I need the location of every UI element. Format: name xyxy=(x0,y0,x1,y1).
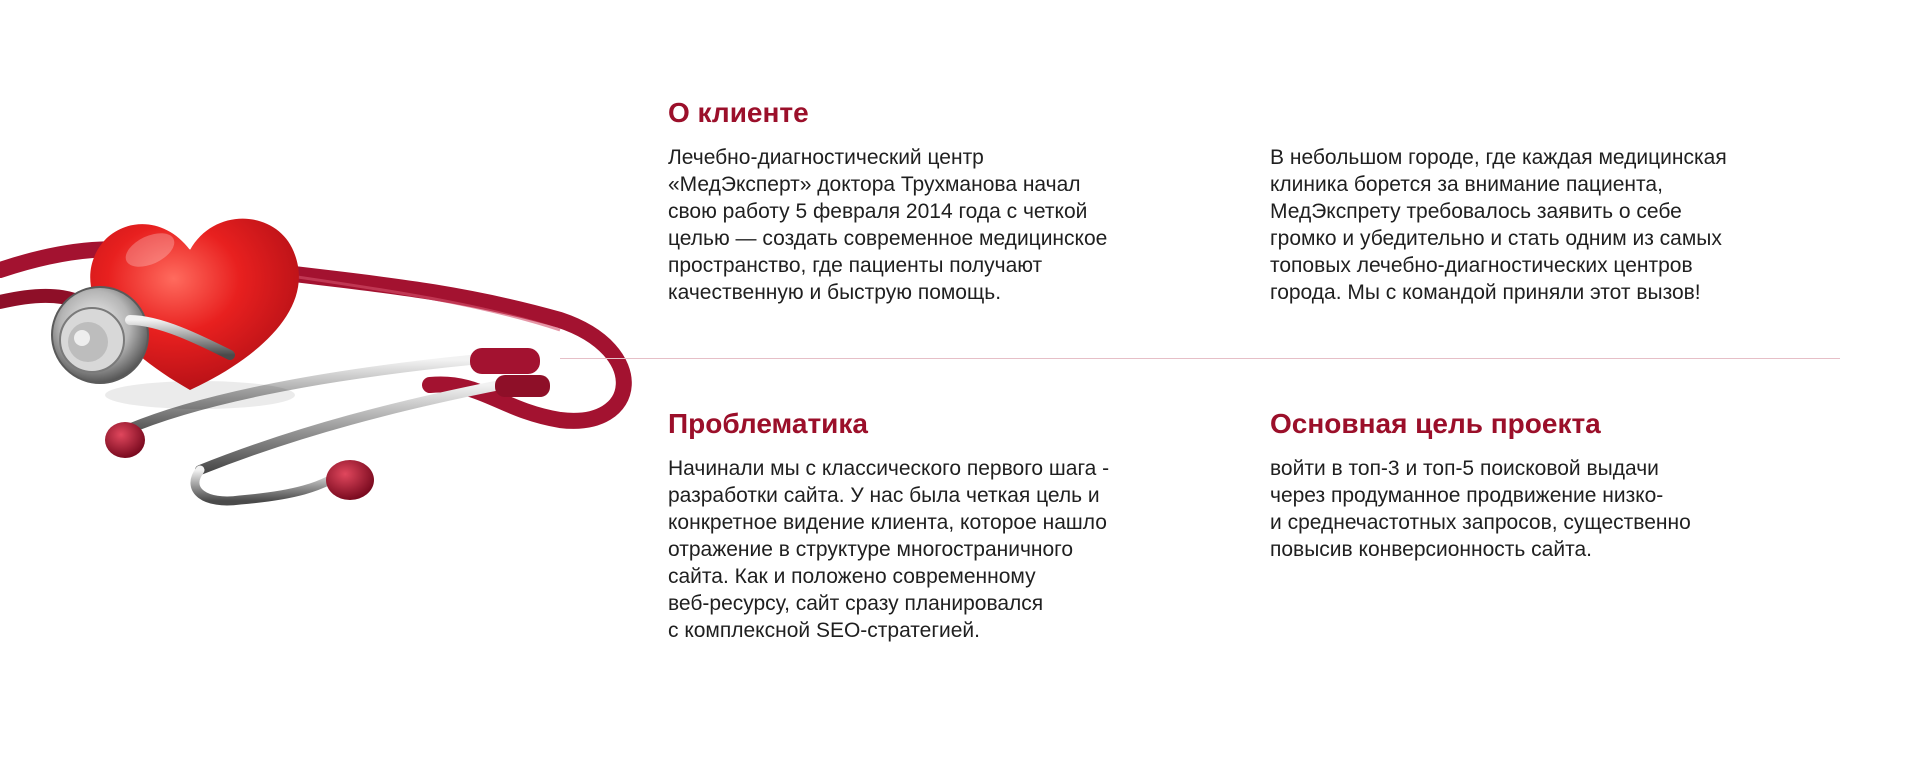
project-goal-section xyxy=(1270,407,1790,563)
about-client-section-continued xyxy=(1270,144,1790,306)
about-client-title: О клиенте xyxy=(668,97,809,128)
problem-section xyxy=(668,407,1188,644)
heart-stethoscope-illustration xyxy=(0,170,640,530)
section-divider xyxy=(560,358,1840,359)
problem-title: Проблематика xyxy=(668,408,868,439)
project-goal-text: войти в топ-3 и топ-5 поисковой выдачи через продуманное продвижение низко- и среднечастотных запросов, существенно повысив конверсионность сайта. xyxy=(1270,457,1691,561)
about-client-text-continued: В небольшом городе, где каждая медицинская клиника борется за внимание пациента, МедЭкспрету требовалось заявить о себе громко и убедительно и стать одним из самых топовых лечебно-диагностических центров города. Мы с командой приняли этот вызов! xyxy=(1270,146,1727,304)
project-goal-title: Основная цель проекта xyxy=(1270,408,1601,439)
problem-text: Начинали мы с классического первого шага - разработки сайта. У нас была четкая цель и конкретное видение клиента, которое нашло отражение в структуре многостраничного сайта. Как и положено современному веб-ресурсу, сайт сразу планировался с комплексной SEO-стратегией. xyxy=(668,457,1110,642)
about-client-section xyxy=(668,96,1188,306)
about-client-text: Лечебно-диагностический центр «МедЭксперт» доктора Трухманова начал свою работу 5 февраля 2014 года с четкой целью — создать современное медицинское пространство, где пациенты получают качественную и быструю помощь. xyxy=(668,146,1108,304)
